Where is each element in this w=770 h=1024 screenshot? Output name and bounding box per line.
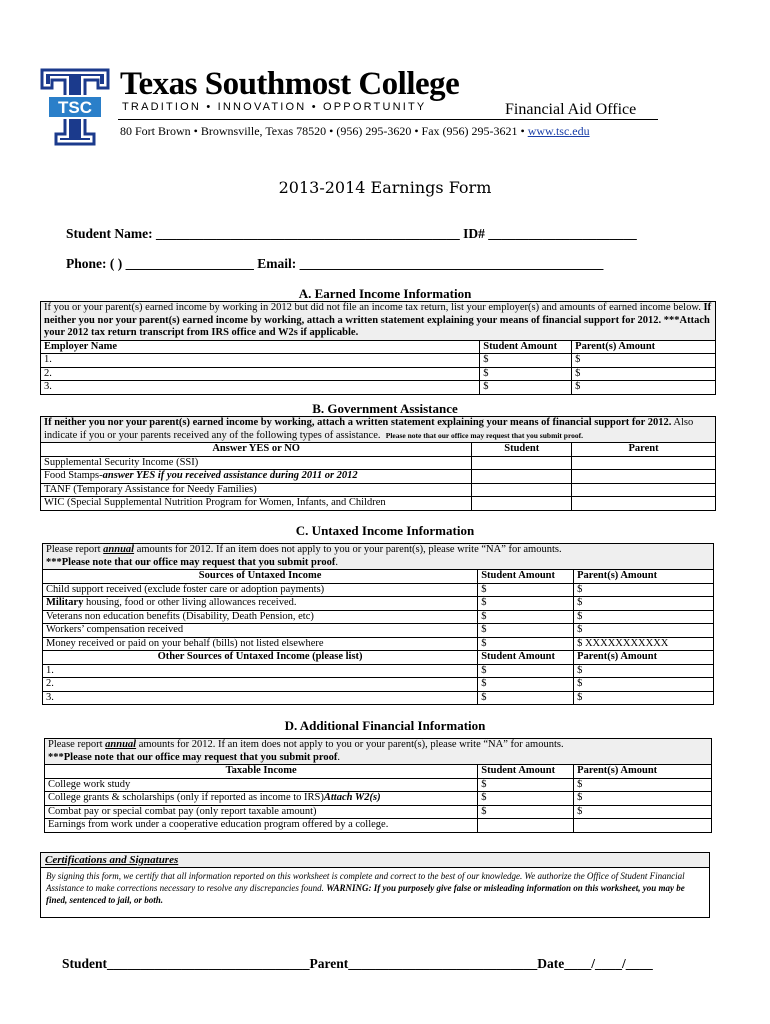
parent-amount-cell[interactable] <box>574 819 712 833</box>
food-student-cell[interactable] <box>472 470 572 484</box>
tanf-parent-cell[interactable] <box>572 483 716 497</box>
veterans-row: Veterans non education benefits (Disability, Death Pension, etc) <box>43 610 478 624</box>
student-amount-cell[interactable]: $ <box>478 778 574 792</box>
logo-letters: TSC <box>58 98 92 117</box>
student-amount-cell[interactable]: $ <box>478 597 574 611</box>
proof-period: . <box>337 751 340 763</box>
other-row-1[interactable]: 1. <box>43 664 478 678</box>
table-row <box>43 624 714 638</box>
government-assistance-table <box>40 416 716 511</box>
section-b-intro-bold: If neither you nor your parent(s) earned income by working, attach a written statement explaining your means of financial support for 2012. <box>44 417 672 428</box>
parent-amount-cell[interactable]: $ <box>574 792 712 806</box>
table-row <box>45 819 712 833</box>
military-label: Military <box>46 597 84 608</box>
section-a-intro-bold: If neither you nor your parent(s) earned income by working, attach a written statement explaining your means of financial support for 2012. ***Attach your 2012 tax return transcript from IRS office and W2s if applicable. <box>44 302 712 338</box>
parent-amount-cell[interactable]: $ <box>572 381 716 395</box>
work-study-row: College work study <box>45 778 478 792</box>
student-amount-cell[interactable]: $ <box>478 610 574 624</box>
coop-earnings-row: Earnings from work under a cooperative education program offered by a college. <box>45 819 478 833</box>
student-amount-cell[interactable]: $ <box>478 678 574 692</box>
form-title: 2013-2014 Earnings Form <box>278 178 492 197</box>
signature-line[interactable]: Student______________________________Parent____________________________Date____/____/____ <box>62 956 653 971</box>
table-row <box>43 664 714 678</box>
parent-amount-cell[interactable]: $ <box>574 624 714 638</box>
table-row <box>45 792 712 806</box>
table-row <box>43 583 714 597</box>
address-text: 80 Fort Brown • Brownsville, Texas 78520 • (956) 295-3620 • Fax (956) 295-3621 • <box>120 124 528 138</box>
parent-amount-cell[interactable]: $ <box>574 805 712 819</box>
col-answer: Answer YES or NO <box>41 443 472 457</box>
parent-amount-cell[interactable]: $ <box>572 367 716 381</box>
untaxed-income-table <box>42 543 714 705</box>
col-other-sources: Other Sources of Untaxed Income (please list) <box>43 651 478 665</box>
wic-parent-cell[interactable] <box>572 497 716 511</box>
table-row <box>41 483 716 497</box>
certification-title: Certifications and Signatures <box>41 853 709 868</box>
attach-w2-note: Attach W2(s) <box>323 792 381 803</box>
certification-box <box>40 852 710 918</box>
annual-emphasis: annual <box>105 739 137 750</box>
parent-amount-cell[interactable]: $ <box>574 678 714 692</box>
col-student-amount: Student Amount <box>478 651 574 665</box>
section-a-intro-plain: If you or your parent(s) earned income by working in 2012 but did not file an income tax return, list your employer(s) and amounts of earned income below. <box>44 302 704 313</box>
table-row <box>43 678 714 692</box>
military-text: housing, food or other living allowances received. <box>83 597 297 608</box>
proof-period: . <box>335 556 338 568</box>
ssi-parent-cell[interactable] <box>572 456 716 470</box>
student-amount-cell[interactable]: $ <box>478 691 574 705</box>
col-parent: Parent <box>572 443 716 457</box>
ssi-row: Supplemental Security Income (SSI) <box>41 456 472 470</box>
employer-row-3[interactable]: 3. <box>41 381 480 395</box>
section-a-intro <box>41 302 716 341</box>
table-row <box>43 610 714 624</box>
other-row-3[interactable]: 3. <box>43 691 478 705</box>
employer-row-1[interactable]: 1. <box>41 354 480 368</box>
col-sources: Sources of Untaxed Income <box>43 570 478 584</box>
student-amount-cell[interactable] <box>478 819 574 833</box>
student-amount-cell[interactable]: $ <box>478 624 574 638</box>
table-row <box>43 691 714 705</box>
college-name: Texas Southmost College <box>120 66 460 102</box>
proof-note: ***Please note that our office may request that you submit proof <box>48 751 338 763</box>
additional-financial-table <box>44 738 712 833</box>
website-link[interactable]: www.tsc.edu <box>527 124 590 138</box>
combat-pay-row: Combat pay or special combat pay (only report taxable amount) <box>45 805 478 819</box>
college-tagline: TRADITION • INNOVATION • OPPORTUNITY <box>122 101 427 113</box>
annual-emphasis: annual <box>103 544 135 555</box>
section-b-intro <box>41 417 716 443</box>
col-employer-name: Employer Name <box>41 340 480 354</box>
section-b-title: B. Government Assistance <box>312 401 458 416</box>
col-parent-amount: Parent(s) Amount <box>572 340 716 354</box>
tanf-row: TANF (Temporary Assistance for Needy Families) <box>41 483 472 497</box>
col-student-amount: Student Amount <box>478 765 574 779</box>
certification-text <box>41 868 709 908</box>
money-received-row: Money received or paid on your behalf (bills) not listed elsewhere <box>43 637 478 651</box>
tanf-student-cell[interactable] <box>472 483 572 497</box>
certification-statement: By signing this form, we certify that all information reported on this worksheet is complete and correct to the best of our knowledge. We authorize the Office of Student Financial Assistance to make corrections necessary to resolve any discrepancies found. <box>46 871 685 893</box>
student-amount-cell[interactable]: $ <box>478 664 574 678</box>
office-name: Financial Aid Office <box>505 101 637 118</box>
col-parent-amount: Parent(s) Amount <box>574 570 714 584</box>
section-d-title: D. Additional Financial Information <box>284 718 486 733</box>
child-support-row: Child support received (exclude foster care or adoption payments) <box>43 583 478 597</box>
table-row <box>41 367 716 381</box>
table-row <box>45 778 712 792</box>
college-logo <box>40 68 110 146</box>
grants-row <box>45 792 478 806</box>
student-name-id-field[interactable]: Student Name: _____________________________________________ ID# ______________________ <box>66 226 637 241</box>
col-taxable-income: Taxable Income <box>45 765 478 779</box>
ssi-student-cell[interactable] <box>472 456 572 470</box>
proof-note: Please note that our office may request that you submit proof. <box>385 430 584 440</box>
student-amount-cell[interactable]: $ <box>478 792 574 806</box>
student-amount-cell[interactable]: $ <box>480 381 572 395</box>
table-row <box>41 470 716 484</box>
food-stamps-note: answer YES if you received assistance during 2011 or 2012 <box>102 470 358 481</box>
address-line <box>120 124 590 138</box>
intro-text-end: amounts for 2012. If an item does not apply to you or your parent(s), please write “NA” for amounts. <box>134 544 562 555</box>
parent-amount-cell[interactable]: $ <box>574 778 712 792</box>
parent-amount-cell[interactable]: $ <box>574 664 714 678</box>
tsc-logo-icon <box>40 68 110 146</box>
other-row-2[interactable]: 2. <box>43 678 478 692</box>
table-row <box>41 497 716 511</box>
certification-warning: WARNING: If you purposely give false or misleading information on this worksheet, you may be fined, sentenced to jail, or both. <box>46 883 685 905</box>
table-row <box>45 805 712 819</box>
employer-row-2[interactable]: 2. <box>41 367 480 381</box>
food-stamps-label: Food Stamps- <box>44 470 103 481</box>
intro-text: Please report <box>48 739 106 750</box>
table-row <box>43 597 714 611</box>
wic-row: WIC (Special Supplemental Nutrition Program for Women, Infants, and Children <box>41 497 472 511</box>
section-d-intro <box>45 739 712 765</box>
table-row <box>41 381 716 395</box>
intro-text: Please report <box>46 544 104 555</box>
table-row <box>43 637 714 651</box>
student-amount-cell[interactable]: $ <box>480 354 572 368</box>
col-student-amount: Student Amount <box>478 570 574 584</box>
parent-amount-cell[interactable]: $ <box>574 583 714 597</box>
food-parent-cell[interactable] <box>572 470 716 484</box>
proof-note: ***Please note that our office may request that you submit proof <box>46 556 336 568</box>
table-row <box>41 354 716 368</box>
wic-student-cell[interactable] <box>472 497 572 511</box>
parent-amount-cell[interactable]: $ <box>574 691 714 705</box>
student-amount-cell[interactable]: $ <box>480 367 572 381</box>
parent-amount-cell[interactable]: $ <box>574 597 714 611</box>
col-parent-amount: Parent(s) Amount <box>574 651 714 665</box>
phone-email-field[interactable]: Phone: ( ) ___________________ Email: _____________________________________________ <box>66 256 604 271</box>
table-row <box>41 456 716 470</box>
col-student-amount: Student Amount <box>480 340 572 354</box>
military-row <box>43 597 478 611</box>
student-amount-cell[interactable]: $ <box>478 637 574 651</box>
grants-text: College grants & scholarships (only if reported as income to IRS) <box>48 792 324 803</box>
parent-amount-disabled-cell: $ XXXXXXXXXXX <box>574 637 714 651</box>
parent-amount-cell[interactable]: $ <box>572 354 716 368</box>
earned-income-table <box>40 301 716 395</box>
section-a-title: A. Earned Income Information <box>298 286 472 301</box>
student-amount-cell[interactable]: $ <box>478 805 574 819</box>
workers-comp-row: Workers’ compensation received <box>43 624 478 638</box>
header-divider <box>118 119 658 120</box>
section-c-title: C. Untaxed Income Information <box>295 523 475 538</box>
section-b-intro-plain: Also indicate if you or your parents received any of the following types of assistance. <box>44 417 694 441</box>
student-amount-cell[interactable]: $ <box>478 583 574 597</box>
food-stamps-row <box>41 470 472 484</box>
col-parent-amount: Parent(s) Amount <box>574 765 712 779</box>
parent-amount-cell[interactable]: $ <box>574 610 714 624</box>
section-c-intro <box>43 544 714 570</box>
col-student: Student <box>472 443 572 457</box>
intro-text-end: amounts for 2012. If an item does not apply to you or your parent(s), please write “NA” for amounts. <box>136 739 564 750</box>
